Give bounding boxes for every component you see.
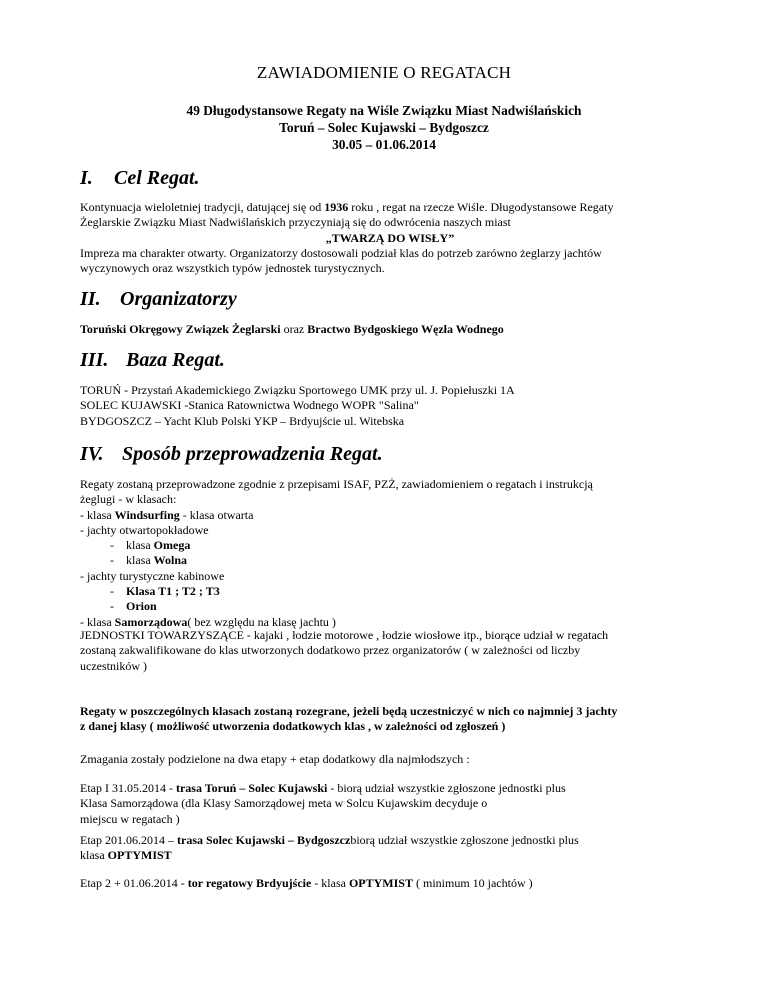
text-span: Etap 2 + 01.06.2014 - (80, 876, 188, 890)
cel-paragraph (80, 200, 700, 276)
section-title: Cel Regat. (114, 167, 200, 189)
section-heading-sposob (80, 443, 383, 466)
text-line (80, 200, 700, 215)
section-title: Baza Regat. (126, 349, 225, 371)
text-line: Regaty zostaną przeprowadzone zgodnie z przepisami ISAF, PZŻ, zawiadomieniem o regatach i instrukcją (80, 477, 593, 491)
dash: - (110, 538, 114, 553)
document-title: ZAWIADOMIENIE O REGATACH (256, 63, 512, 82)
regatta-name: 49 Długodystansowe Regaty na Wiśle Związku Miast Nadwiślańskich (186, 103, 582, 118)
base-list (80, 383, 700, 429)
text-span: ( minimum 10 jachtów ) (412, 876, 533, 890)
organizers-line (80, 322, 700, 337)
classes-list (80, 477, 700, 630)
class-item (80, 538, 700, 553)
class-name: OPTYMIST (107, 848, 172, 863)
text-span: klasa (126, 553, 154, 568)
text-span: - klasa (311, 876, 349, 890)
class-name: Wolna (153, 553, 188, 568)
text-line (80, 848, 700, 863)
stage-2 (80, 833, 700, 864)
regatta-dates: 30.05 – 01.06.2014 (332, 137, 436, 152)
text-line: Żeglarskie Związku Miast Nadwiślańskich przyczyniają się do odwrócenia naszych miast (80, 215, 511, 230)
section-heading-baza (80, 349, 225, 372)
text-span: biorą udział wszystkie zgłoszone jednostki plus (350, 833, 579, 847)
text-span: - biorą udział wszystkie zgłoszone jednostki plus (327, 781, 566, 795)
class-name: Windsurfing (114, 507, 180, 522)
base-item: BYDGOSZCZ – Yacht Klub Polski YKP – Brdyujście ul. Witebska (80, 413, 405, 428)
class-group: - jachty turystyczne kabinowe (80, 568, 225, 583)
section-number: IV. (80, 443, 104, 465)
regatta-route: Toruń – Solec Kujawski – Bydgoszcz (279, 120, 489, 135)
class-name: Omega (153, 538, 191, 553)
text-line: Klasa Samorządowa (dla Klasy Samorządowej meta w Solcu Kujawskim decyduje o (80, 796, 488, 811)
section-title: Sposób przeprowadzenia Regat. (122, 443, 383, 465)
text-span: - klasa (80, 507, 115, 522)
text-span: klasa (126, 538, 154, 553)
stages-intro: Zmagania zostały podzielone na dwa etapy + etap dodatkowy dla najmłodszych : (80, 752, 470, 766)
text-line: wyczynowych oraz wszystkich typów jednostek turystycznych. (80, 261, 385, 276)
stage-route: tor regatowy Brdyujście (187, 876, 312, 890)
text-line: miejscu w regatach ) (80, 811, 180, 826)
text-line: Impreza ma charakter otwarty. Organizatorzy dostosowali podział klas do potrzeb zarówno żeglarzy jachtów (80, 245, 602, 260)
minimum-participants-note (80, 704, 700, 735)
organizer-1: Toruński Okręgowy Związek Żeglarski (80, 322, 281, 336)
base-item: SOLEC KUJAWSKI -Stanica Ratownictwa Wodnego WOPR "Salina" (80, 398, 419, 413)
section-heading-cel (80, 167, 200, 190)
section-title: Organizatorzy (120, 288, 237, 310)
class-item (80, 599, 700, 614)
stage-route: trasa Solec Kujawski – Bydgoszcz (177, 833, 351, 847)
text-line: uczestników ) (80, 658, 147, 673)
dash: - (110, 553, 114, 568)
class-name: Orion (126, 599, 157, 614)
class-group: - jachty otwartopokładowe (80, 522, 209, 537)
section-number: III. (80, 349, 109, 371)
class-name: Samorządowa (114, 614, 188, 629)
text-span: klasa (80, 848, 108, 863)
class-item (80, 553, 700, 568)
stage-2-plus (80, 876, 700, 891)
stage-1 (80, 781, 700, 827)
text-span: Kontynuacja wieloletniej tradycji, datującej się od (80, 200, 325, 214)
accompanying-units (80, 628, 700, 674)
slogan: „TWARZĄ DO WISŁY” (325, 230, 455, 245)
dash: - (110, 584, 114, 599)
text-line: żeglugi - w klasach: (80, 492, 177, 507)
dash: - (110, 599, 114, 614)
text-span: Etap I 31.05.2014 - (80, 781, 176, 795)
class-item (80, 584, 700, 599)
text-span: ( bez względu na klasę jachtu ) (187, 614, 336, 629)
text-line: z danej klasy ( możliwość utworzenia dodatkowych klas , w zależności od zgłoszeń ) (80, 719, 506, 734)
text-span: roku , regat na rzecze Wiśle. Długodystansowe Regaty (348, 200, 614, 214)
text-span: - klasa (80, 614, 115, 629)
class-name: OPTYMIST (348, 876, 413, 890)
text-span: oraz (280, 322, 308, 336)
organizer-2: Bractwo Bydgoskiego Węzła Wodnego (307, 322, 504, 336)
text-line: zostaną zakwalifikowane do klas utworzonych dodatkowo przez organizatorów ( w zależności od liczby (80, 643, 581, 658)
base-item: TORUŃ - Przystań Akademickiego Związku Sportowego UMK przy ul. J. Popiełuszki 1A (80, 383, 515, 397)
text-span: Etap 201.06.2014 – (80, 833, 177, 847)
section-heading-organizatorzy (80, 288, 237, 311)
text-line (80, 781, 700, 796)
text-span: - klasa otwarta (179, 507, 254, 522)
class-name: Klasa T1 ; T2 ; T3 (126, 584, 220, 599)
stage-route: trasa Toruń – Solec Kujawski (175, 781, 328, 795)
section-number: II. (80, 288, 101, 310)
text-line: JEDNOSTKI TOWARZYSZĄCE - kajaki , łodzie motorowe , łodzie wiosłowe itp., biorące udział w regatach (80, 628, 609, 642)
text-line (80, 833, 700, 848)
text-line: Regaty w poszczególnych klasach zostaną rozegrane, jeżeli będą uczestniczyć w nich co najmniej 3 jachty (80, 704, 618, 718)
class-item (80, 508, 700, 523)
year-bold: 1936 (324, 200, 349, 214)
section-number: I. (80, 167, 93, 189)
